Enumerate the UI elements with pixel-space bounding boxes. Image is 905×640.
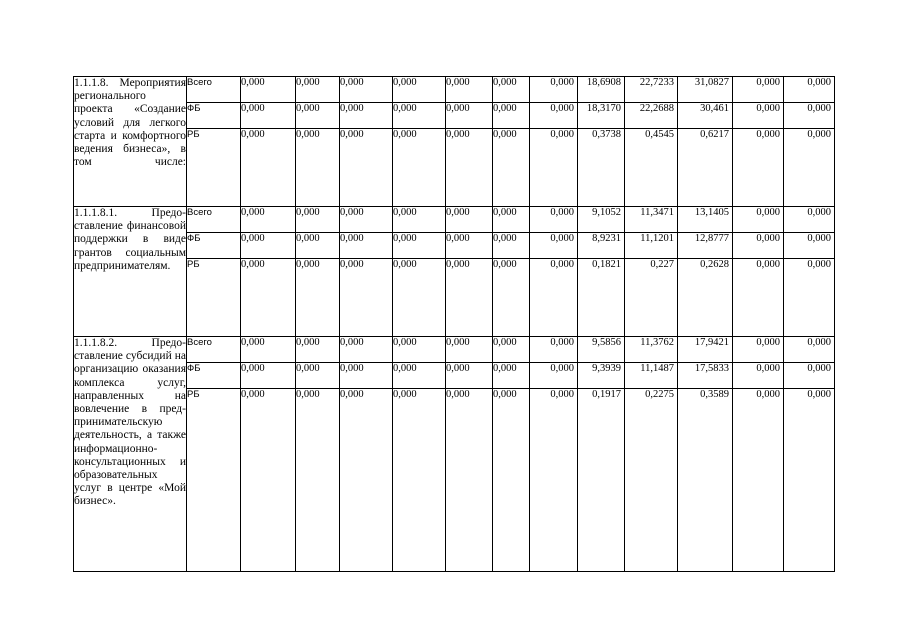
value-cell: 0,227 [625, 259, 678, 337]
value-cell: 0,000 [733, 103, 784, 129]
value-cell: 0,000 [393, 259, 446, 337]
value-cell: 0,000 [446, 233, 493, 259]
value-cell: 22,2688 [625, 103, 678, 129]
value-cell: 0,000 [784, 259, 835, 337]
value-cell: 0,000 [784, 363, 835, 389]
value-cell: 0,000 [241, 337, 296, 363]
value-cell: 9,1052 [578, 207, 625, 233]
value-cell: 0,000 [733, 207, 784, 233]
value-cell: 0,000 [784, 77, 835, 103]
value-cell: 0,000 [393, 337, 446, 363]
funding-source: ФБ [187, 103, 241, 129]
table-row [74, 207, 835, 233]
funding-source: РБ [187, 389, 241, 572]
value-cell: 0,000 [530, 77, 578, 103]
value-cell: 22,7233 [625, 77, 678, 103]
value-cell: 0,000 [493, 363, 530, 389]
value-cell: 0,000 [530, 233, 578, 259]
value-cell: 0,000 [340, 233, 393, 259]
value-cell: 0,000 [784, 389, 835, 572]
value-cell: 0,000 [493, 389, 530, 572]
value-cell: 0,000 [733, 259, 784, 337]
table-row [74, 233, 835, 259]
value-cell: 0,000 [296, 233, 340, 259]
value-cell: 0,000 [784, 233, 835, 259]
value-cell: 0,000 [241, 259, 296, 337]
value-cell: 0,000 [733, 129, 784, 207]
value-cell: 0,000 [784, 129, 835, 207]
value-cell: 0,000 [446, 389, 493, 572]
value-cell: 31,0827 [678, 77, 733, 103]
value-cell: 0,000 [393, 207, 446, 233]
funding-source: Всего [187, 77, 241, 103]
value-cell: 0,000 [241, 207, 296, 233]
value-cell: 11,1487 [625, 363, 678, 389]
value-cell: 0,000 [296, 129, 340, 207]
value-cell: 0,000 [784, 103, 835, 129]
value-cell: 0,000 [296, 363, 340, 389]
value-cell: 0,000 [530, 389, 578, 572]
value-cell: 0,000 [296, 389, 340, 572]
value-cell: 11,3762 [625, 337, 678, 363]
value-cell: 0,000 [446, 77, 493, 103]
value-cell: 18,3170 [578, 103, 625, 129]
value-cell: 0,000 [733, 389, 784, 572]
section-description: 1.1.1.8.2. Предоставление субсидий на организацию оказания комплекса услуг, направленных на вовлечение в предпринимательскую деятельность, а также информационно- консультационных и образовательных услуг в центре «Мой бизнес». [74, 337, 187, 572]
value-cell: 0,000 [393, 233, 446, 259]
value-cell: 12,8777 [678, 233, 733, 259]
value-cell: 11,3471 [625, 207, 678, 233]
value-cell: 0,6217 [678, 129, 733, 207]
table-row [74, 259, 835, 337]
value-cell: 0,000 [446, 363, 493, 389]
section-description: 1.1.1.8.1. Предоставление финансовой поддержки в виде грантов социальным предпринимателям. [74, 207, 187, 337]
value-cell: 0,000 [530, 129, 578, 207]
value-cell: 0,000 [493, 337, 530, 363]
value-cell: 0,000 [393, 77, 446, 103]
value-cell: 8,9231 [578, 233, 625, 259]
value-cell: 0,000 [733, 77, 784, 103]
value-cell: 0,000 [393, 363, 446, 389]
value-cell: 0,000 [446, 337, 493, 363]
value-cell: 0,000 [241, 389, 296, 572]
value-cell: 0,1917 [578, 389, 625, 572]
value-cell: 0,3738 [578, 129, 625, 207]
value-cell: 0,1821 [578, 259, 625, 337]
table-row [74, 129, 835, 207]
value-cell: 0,000 [393, 389, 446, 572]
value-cell: 0,000 [393, 129, 446, 207]
value-cell: 0,000 [340, 259, 393, 337]
value-cell: 17,9421 [678, 337, 733, 363]
value-cell: 13,1405 [678, 207, 733, 233]
funding-source: РБ [187, 259, 241, 337]
table-row [74, 337, 835, 363]
value-cell: 0,000 [446, 207, 493, 233]
value-cell: 0,000 [296, 337, 340, 363]
value-cell: 0,000 [493, 129, 530, 207]
funding-source: ФБ [187, 233, 241, 259]
value-cell: 0,000 [530, 259, 578, 337]
value-cell: 0,000 [340, 103, 393, 129]
funding-source: ФБ [187, 363, 241, 389]
value-cell: 0,000 [241, 363, 296, 389]
value-cell: 0,000 [530, 363, 578, 389]
value-cell: 0,000 [530, 207, 578, 233]
value-cell: 11,1201 [625, 233, 678, 259]
value-cell: 30,461 [678, 103, 733, 129]
value-cell: 0,000 [340, 363, 393, 389]
table-row [74, 363, 835, 389]
value-cell: 0,000 [493, 233, 530, 259]
value-cell: 0,000 [296, 207, 340, 233]
value-cell: 0,000 [446, 103, 493, 129]
value-cell: 0,000 [493, 207, 530, 233]
value-cell: 0,000 [296, 103, 340, 129]
table-row [74, 103, 835, 129]
value-cell: 0,000 [493, 77, 530, 103]
value-cell: 17,5833 [678, 363, 733, 389]
value-cell: 0,000 [241, 103, 296, 129]
value-cell: 0,000 [446, 129, 493, 207]
value-cell: 0,000 [296, 77, 340, 103]
value-cell: 0,000 [340, 77, 393, 103]
value-cell: 0,000 [241, 233, 296, 259]
value-cell: 0,3589 [678, 389, 733, 572]
funding-source: Всего [187, 337, 241, 363]
value-cell: 0,000 [241, 77, 296, 103]
value-cell: 0,000 [241, 129, 296, 207]
funding-source: РБ [187, 129, 241, 207]
value-cell: 0,000 [393, 103, 446, 129]
value-cell: 18,6908 [578, 77, 625, 103]
table-body [74, 77, 835, 572]
value-cell: 0,000 [340, 389, 393, 572]
value-cell: 0,000 [784, 207, 835, 233]
funding-source: Всего [187, 207, 241, 233]
value-cell: 0,000 [733, 233, 784, 259]
value-cell: 0,000 [296, 259, 340, 337]
value-cell: 0,000 [340, 207, 393, 233]
value-cell: 0,000 [340, 129, 393, 207]
value-cell: 0,2628 [678, 259, 733, 337]
value-cell: 0,000 [446, 259, 493, 337]
table-row [74, 77, 835, 103]
budget-table [73, 76, 835, 572]
value-cell: 9,5856 [578, 337, 625, 363]
value-cell: 0,4545 [625, 129, 678, 207]
value-cell: 0,000 [340, 337, 393, 363]
value-cell: 0,000 [493, 103, 530, 129]
table-row [74, 389, 835, 572]
section-description: 1.1.1.8. Мероприятия регионального проекта «Создание условий для легкого старта и комфортного ведения бизнеса», в том числе: [74, 77, 187, 207]
value-cell: 0,000 [784, 337, 835, 363]
value-cell: 0,2275 [625, 389, 678, 572]
value-cell: 0,000 [493, 259, 530, 337]
value-cell: 0,000 [733, 363, 784, 389]
value-cell: 0,000 [733, 337, 784, 363]
value-cell: 0,000 [530, 337, 578, 363]
value-cell: 9,3939 [578, 363, 625, 389]
value-cell: 0,000 [530, 103, 578, 129]
